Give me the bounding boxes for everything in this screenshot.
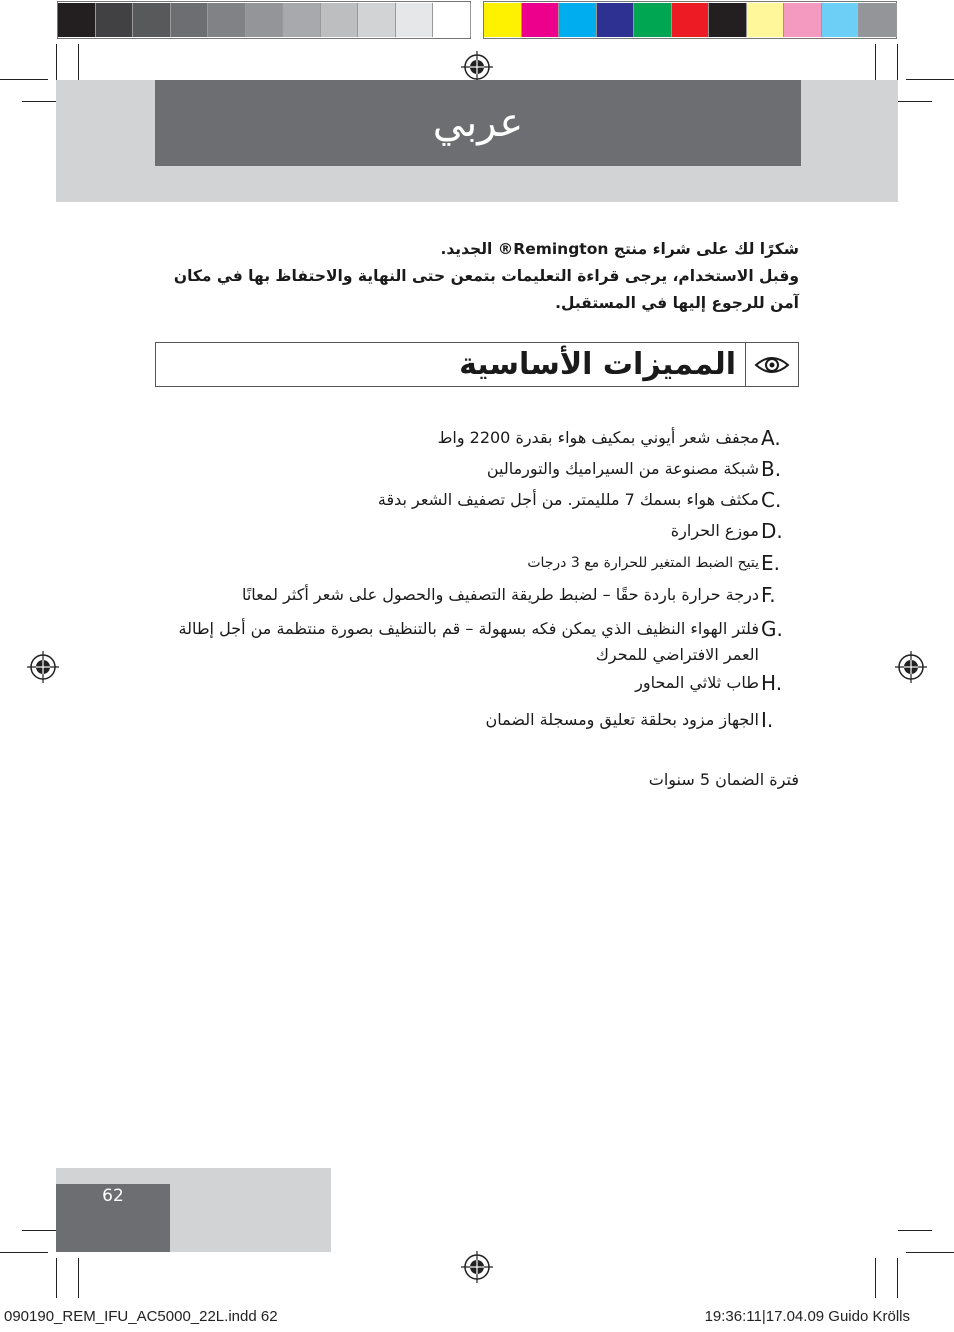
crop-mark — [898, 101, 932, 102]
crop-mark — [898, 1230, 932, 1231]
registration-mark-top — [461, 51, 493, 83]
color-swatch — [396, 3, 434, 37]
color-swatch — [133, 3, 171, 37]
section-icon-cell — [745, 343, 798, 386]
color-swatch — [321, 3, 359, 37]
color-swatch — [634, 3, 672, 37]
registration-mark-right — [895, 651, 927, 683]
feature-item-e — [155, 550, 799, 576]
warranty-text: فترة الضمان 5 سنوات — [648, 770, 799, 789]
feature-item-c — [155, 487, 799, 513]
color-swatch — [597, 3, 635, 37]
footer-timestamp: 19:36:11|17.04.09 Guido Krölls — [704, 1308, 910, 1325]
footer-file-info: 090190_REM_IFU_AC5000_22L.indd 62 — [4, 1308, 278, 1325]
crop-mark — [0, 79, 48, 80]
section-title: المميزات الأساسية — [459, 347, 736, 382]
feature-letter: E. — [761, 551, 780, 575]
color-swatch — [208, 3, 246, 37]
intro-paragraph — [155, 236, 799, 317]
crop-mark — [897, 1258, 898, 1298]
eye-icon — [754, 353, 790, 377]
feature-text: يتيح الضبط المتغير للحرارة مع 3 درجات — [527, 555, 759, 571]
color-swatch — [358, 3, 396, 37]
color-swatch — [709, 3, 747, 37]
crop-mark — [897, 44, 898, 84]
color-swatch — [672, 3, 710, 37]
feature-item-a — [155, 425, 799, 451]
intro-line: شكرًا لك على شراء منتج Remington® الجديد. — [440, 240, 799, 258]
feature-letter: B. — [761, 457, 782, 481]
feature-item-g — [155, 616, 799, 668]
feature-text: درجة حرارة باردة حقًا – لضبط طريقة التصفيف والحصول على شعر أكثر لمعانًا — [241, 585, 759, 604]
crop-mark — [78, 1258, 79, 1298]
feature-text: مكثف هواء بسمك 7 ملليمتر. من أجل تصفيف الشعر بدقة — [377, 490, 759, 509]
color-swatch — [484, 3, 522, 37]
intro-line: وقبل الاستخدام، يرجى قراءة التعليمات بتمعن حتى النهاية والاحتفاظ بها في مكان — [173, 267, 799, 285]
color-swatch — [747, 3, 785, 37]
feature-item-i — [155, 707, 799, 733]
feature-letter: C. — [761, 488, 782, 512]
color-swatch — [246, 3, 284, 37]
page-number: 62 — [102, 1186, 124, 1206]
feature-item-b — [155, 456, 799, 482]
feature-text: فلتر الهواء النظيف الذي يمكن فكه بسهولة – قم بالتنظيف بصورة منتظمة من أجل إطالة العمر الافتراضي للمحرك — [178, 619, 759, 664]
registration-mark-left — [27, 651, 59, 683]
color-swatch — [58, 3, 96, 37]
feature-item-d — [155, 518, 799, 544]
crop-mark — [906, 79, 954, 80]
crop-mark — [56, 44, 57, 84]
feature-item-h — [155, 670, 799, 696]
feature-text: طاب ثلاثي المحاور — [635, 673, 759, 692]
color-swatch — [784, 3, 822, 37]
feature-letter: I. — [761, 708, 774, 732]
crop-mark — [56, 1258, 57, 1298]
crop-mark — [875, 44, 876, 84]
feature-letter: G. — [761, 617, 783, 641]
color-swatch — [283, 3, 321, 37]
crop-mark — [22, 1230, 56, 1231]
feature-letter: H. — [761, 671, 783, 695]
feature-text: شبكة مصنوعة من السيراميك والتورمالين — [486, 459, 759, 478]
color-swatch — [822, 3, 860, 37]
crop-mark — [906, 1252, 954, 1253]
crop-mark — [22, 101, 56, 102]
color-swatch — [171, 3, 209, 37]
feature-text: موزع الحرارة — [670, 521, 759, 540]
feature-letter: D. — [761, 519, 783, 543]
crop-mark — [78, 44, 79, 84]
crop-mark — [875, 1258, 876, 1298]
feature-text: الجهاز مزود بحلقة تعليق ومسجلة الضمان — [485, 710, 759, 729]
crop-mark — [0, 1252, 48, 1253]
section-heading-box — [155, 342, 799, 387]
feature-letter: F. — [761, 583, 776, 607]
color-swatch — [433, 3, 471, 37]
color-swatch — [96, 3, 134, 37]
feature-letter: A. — [761, 426, 781, 450]
intro-line: آمن للرجوع إليها في المستقبل. — [555, 294, 799, 312]
feature-text: مجفف شعر أيوني بمكيف هواء بقدرة 2200 واط — [437, 428, 759, 447]
color-swatch — [859, 3, 897, 37]
page-title: عربي — [432, 100, 524, 146]
registration-mark-bottom — [461, 1251, 493, 1283]
color-swatch — [522, 3, 560, 37]
color-swatch — [559, 3, 597, 37]
feature-item-f — [155, 582, 799, 608]
